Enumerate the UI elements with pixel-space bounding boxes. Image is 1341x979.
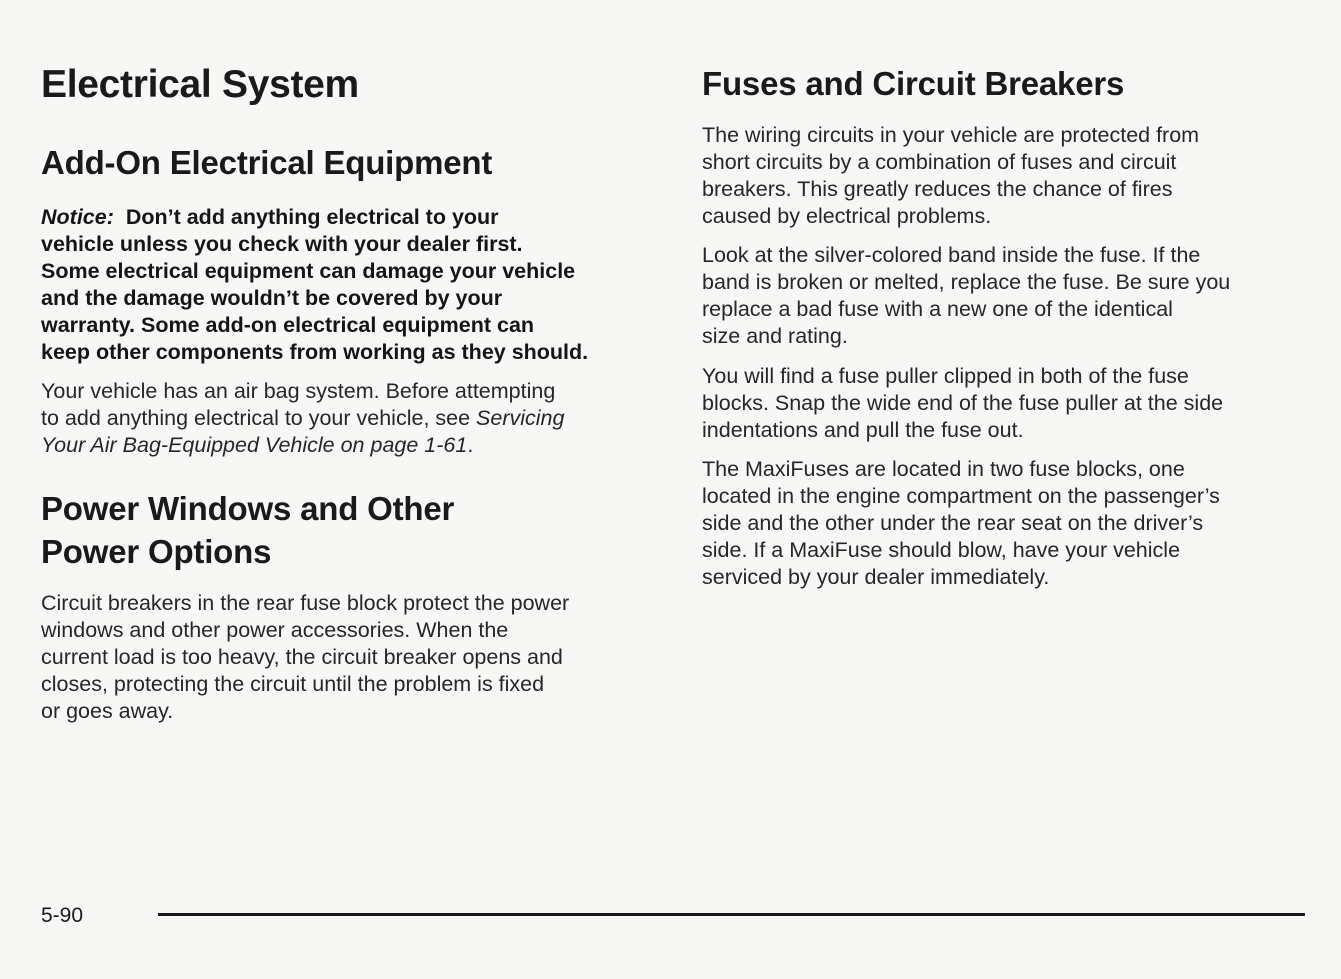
paragraph-line: replace a bad fuse with a new one of the identical [702,297,1173,321]
page-title: Electrical System [41,63,359,106]
paragraph-line: size and rating. [702,324,848,348]
notice-line: Don’t add anything electrical to your [125,205,499,229]
paragraph-line: located in the engine compartment on the passenger’s [702,484,1220,508]
notice-line: vehicle unless you check with your dealer first. [41,232,523,256]
paragraph-line: caused by electrical problems. [702,204,992,228]
paragraph-line: side and the other under the rear seat on the driver’s [702,511,1204,535]
paragraph-text: to add anything electrical to your vehicle, see [41,406,477,430]
notice-block [41,204,588,366]
fuses-paragraph-2 [702,242,1230,350]
paragraph-line: side. If a MaxiFuse should blow, have your vehicle [702,538,1181,562]
fuses-paragraph-1 [702,122,1199,230]
notice-line: Some electrical equipment can damage your vehicle [41,259,576,283]
paragraph-line: band is broken or melted, replace the fuse. Be sure you [702,270,1231,294]
paragraph-line: The MaxiFuses are located in two fuse blocks, one [702,457,1185,481]
air-bag-paragraph [41,378,564,459]
paragraph-line: Your vehicle has an air bag system. Before attempting [41,379,556,403]
cross-reference-link[interactable]: Your Air Bag-Equipped Vehicle on page 1-61 [41,433,468,457]
notice-line: keep other components from working as they should. [41,340,589,364]
footer-rule [158,913,1305,916]
paragraph-line: Circuit breakers in the rear fuse block protect the power [41,591,570,615]
cross-reference-link[interactable]: Servicing [476,406,565,430]
paragraph-line: You will find a fuse puller clipped in both of the fuse [702,364,1189,388]
section-heading-add-on-electrical: Add-On Electrical Equipment [41,144,493,181]
heading-line: Power Options [41,533,272,570]
notice-label: Notice: [41,205,114,229]
heading-line: Power Windows and Other [41,490,455,527]
paragraph-line: short circuits by a combination of fuses and circuit [702,150,1177,174]
page-number: 5-90 [41,904,84,927]
paragraph-line: The wiring circuits in your vehicle are protected from [702,123,1200,147]
section-heading-fuses: Fuses and Circuit Breakers [702,65,1125,102]
paragraph-line: windows and other power accessories. When the [41,618,509,642]
paragraph-line: or goes away. [41,699,174,723]
paragraph-line: serviced by your dealer immediately. [702,565,1050,589]
paragraph-line: blocks. Snap the wide end of the fuse puller at the side [702,391,1224,415]
circuit-breakers-paragraph [41,590,569,725]
paragraph-text: . [467,433,474,457]
notice-line: warranty. Some add-on electrical equipment can [41,313,535,337]
paragraph-line: closes, protecting the circuit until the problem is fixed [41,672,545,696]
fuses-paragraph-3 [702,363,1223,444]
paragraph-line: indentations and pull the fuse out. [702,418,1024,442]
paragraph-line: current load is too heavy, the circuit breaker opens and [41,645,563,669]
section-heading-power-windows [41,487,454,573]
paragraph-line: breakers. This greatly reduces the chance of fires [702,177,1173,201]
fuses-paragraph-4 [702,456,1220,591]
notice-line: and the damage wouldn’t be covered by your [41,286,503,310]
paragraph-line: Look at the silver-colored band inside the fuse. If the [702,243,1201,267]
